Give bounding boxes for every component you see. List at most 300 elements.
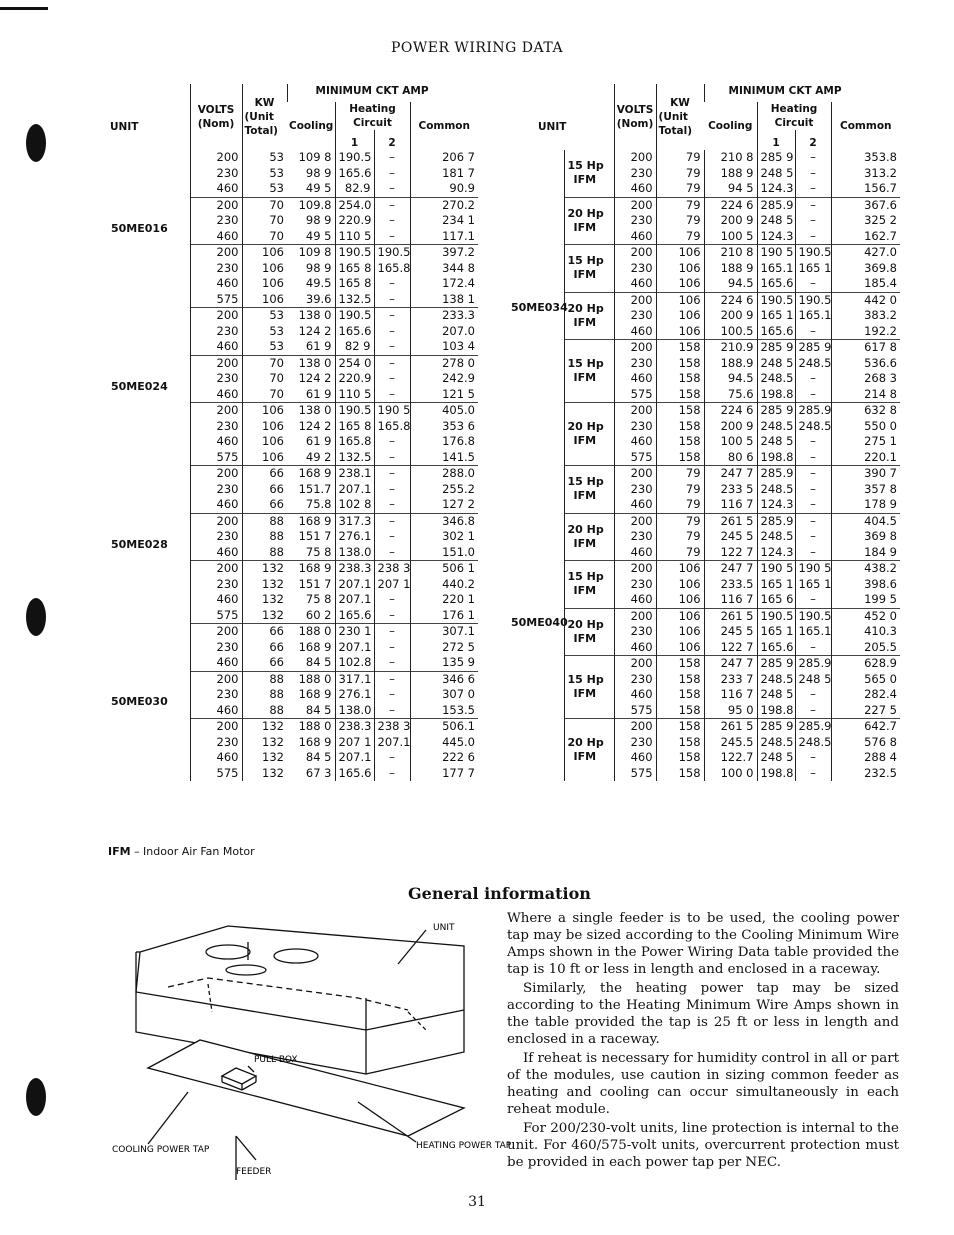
cooling-cell: 138 0 bbox=[287, 403, 335, 419]
nom-label: (Nom) bbox=[616, 118, 654, 130]
kw-cell: 132 bbox=[242, 750, 287, 766]
kw-cell: 158 bbox=[656, 766, 704, 782]
ifm-label: IFM bbox=[573, 489, 597, 503]
common-cell: 288.0 bbox=[410, 466, 478, 482]
paragraph: For 200/230-volt units, line protection is internal to the unit. For 460/575-volt units, overcurrent protection must be provided in each power tap per NEC. bbox=[507, 1121, 899, 1170]
cooling-cell: 261 5 bbox=[704, 513, 757, 529]
ifm-label: IFM bbox=[573, 315, 597, 329]
fan-motor-label bbox=[564, 150, 614, 197]
volts-cell: 460 bbox=[614, 545, 656, 561]
fan-motor-label bbox=[564, 513, 614, 561]
heat2-cell: – bbox=[374, 387, 410, 403]
punch-hole bbox=[26, 124, 46, 162]
volts-cell: 200 bbox=[614, 197, 656, 213]
heat1-cell: 207.1 bbox=[335, 482, 374, 498]
kw-sub-label: (Unit Total) bbox=[244, 111, 278, 137]
fan-motor-label bbox=[564, 197, 614, 245]
kw-cell: 158 bbox=[656, 687, 704, 703]
cooling-cell: 245 5 bbox=[704, 529, 757, 545]
feeder-label: FEEDER bbox=[236, 1167, 272, 1177]
ifm-footnote bbox=[108, 845, 255, 858]
common-cell: 642.7 bbox=[831, 719, 900, 735]
volts-cell: 230 bbox=[614, 356, 656, 372]
cooling-cell: 100 5 bbox=[704, 434, 757, 450]
volts-cell: 200 bbox=[190, 719, 242, 735]
table-row bbox=[508, 466, 900, 482]
common-cell: 220 1 bbox=[410, 592, 478, 608]
volts-cell: 200 bbox=[614, 340, 656, 356]
common-cell: 438.2 bbox=[831, 561, 900, 577]
paragraph: Similarly, the heating power tap may be sized according to the Heating Minimum Wire Amps shown in the table provided the tap is 25 ft or less in length and enclosed in a raceway. bbox=[507, 981, 899, 1047]
heat1-cell: 238.1 bbox=[335, 466, 374, 482]
heat2-cell: – bbox=[374, 497, 410, 513]
heat1-cell: 110 5 bbox=[335, 229, 374, 245]
common-cell: 536.6 bbox=[831, 356, 900, 372]
kw-cell: 106 bbox=[242, 403, 287, 419]
heat1-cell: 165 1 bbox=[757, 624, 795, 640]
fan-motor-label bbox=[564, 561, 614, 609]
cooling-cell: 224 6 bbox=[704, 197, 757, 213]
heat1-cell: 285 9 bbox=[757, 340, 795, 356]
volts-cell: 230 bbox=[190, 371, 242, 387]
kw-cell: 79 bbox=[656, 482, 704, 498]
model-label: 50ME040 bbox=[511, 616, 568, 630]
common-cell: 445.0 bbox=[410, 735, 478, 751]
common-cell: 176.8 bbox=[410, 434, 478, 450]
heat2-cell: 190.5 bbox=[795, 245, 831, 261]
volts-cell: 230 bbox=[190, 529, 242, 545]
heat2-cell: – bbox=[374, 655, 410, 671]
paragraph: If reheat is necessary for humidity control in all or part of the modules, use caution in sizing common feeder as heating and cooling can occur simultaneously in each reheat module. bbox=[507, 1051, 899, 1117]
heat2-cell: 165.8 bbox=[374, 261, 410, 277]
heat1-cell: 285.9 bbox=[757, 197, 795, 213]
table-row bbox=[108, 466, 478, 482]
common-cell: 369.8 bbox=[831, 261, 900, 277]
common-cell: 199 5 bbox=[831, 592, 900, 608]
kw-cell: 79 bbox=[656, 166, 704, 182]
cooling-cell: 261 5 bbox=[704, 608, 757, 624]
kw-cell: 106 bbox=[656, 592, 704, 608]
heat2-cell: – bbox=[795, 150, 831, 166]
heat2-cell: 248.5 bbox=[795, 419, 831, 435]
general-info-title: General information bbox=[408, 884, 591, 903]
fan-motor-label bbox=[564, 403, 614, 466]
heat2-cell: 190.5 bbox=[374, 245, 410, 261]
heat2-cell: – bbox=[374, 640, 410, 656]
power-wiring-table-left bbox=[108, 84, 478, 781]
common-cell: 398.6 bbox=[831, 577, 900, 593]
heat1-cell: 124.3 bbox=[757, 497, 795, 513]
volts-cell: 200 bbox=[190, 150, 242, 166]
kw-cell: 106 bbox=[656, 640, 704, 656]
kw-cell: 158 bbox=[656, 735, 704, 751]
kw-cell: 106 bbox=[656, 308, 704, 324]
heat1-cell: 165 1 bbox=[757, 308, 795, 324]
volts-cell: 200 bbox=[614, 466, 656, 482]
col-header-kw bbox=[656, 84, 704, 150]
volts-cell: 575 bbox=[190, 450, 242, 466]
volts-cell: 575 bbox=[614, 450, 656, 466]
table-row bbox=[508, 245, 900, 261]
col-header-heat-1: 1 bbox=[335, 130, 374, 150]
table-row bbox=[508, 340, 900, 356]
common-cell: 628.9 bbox=[831, 656, 900, 672]
table-row bbox=[508, 197, 900, 213]
heat2-cell: 165.1 bbox=[795, 308, 831, 324]
kw-cell: 106 bbox=[242, 292, 287, 308]
heat2-cell: – bbox=[795, 482, 831, 498]
kw-cell: 66 bbox=[242, 497, 287, 513]
cooling-cell: 100 5 bbox=[704, 229, 757, 245]
kw-cell: 106 bbox=[656, 561, 704, 577]
volts-cell: 230 bbox=[614, 308, 656, 324]
heat2-cell: 285.9 bbox=[795, 719, 831, 735]
heat1-cell: 165.6 bbox=[757, 324, 795, 340]
volts-cell: 460 bbox=[190, 181, 242, 197]
heat1-cell: 190.5 bbox=[757, 292, 795, 308]
cooling-cell: 245.5 bbox=[704, 735, 757, 751]
col-header-heat-1: 1 bbox=[757, 130, 795, 150]
common-cell: 232.5 bbox=[831, 766, 900, 782]
model-label: 50ME016 bbox=[111, 221, 168, 235]
cooling-cell: 75.8 bbox=[305, 497, 332, 511]
volts-cell: 460 bbox=[190, 229, 242, 245]
kw-cell: 158 bbox=[656, 340, 704, 356]
cooling-cell: 124 2 bbox=[298, 323, 332, 338]
kw-cell: 70 bbox=[242, 387, 287, 403]
volts-cell: 230 bbox=[614, 577, 656, 593]
cooling-cell: 109.8 bbox=[287, 197, 335, 213]
heat2-cell: 238 3 bbox=[374, 561, 410, 577]
kw-cell: 79 bbox=[656, 150, 704, 166]
heat2-cell: 248 5 bbox=[795, 672, 831, 688]
heat2-cell: – bbox=[374, 292, 410, 308]
common-cell: 282.4 bbox=[831, 687, 900, 703]
cooling-cell: 151 7 bbox=[298, 529, 332, 543]
heat1-cell: 165.1 bbox=[757, 261, 795, 277]
heat2-cell: – bbox=[795, 766, 831, 782]
heat2-cell: 165 1 bbox=[795, 577, 831, 593]
kw-cell: 106 bbox=[656, 324, 704, 340]
heat1-cell: 138.0 bbox=[335, 545, 374, 561]
kw-cell: 79 bbox=[656, 229, 704, 245]
common-cell: 220.1 bbox=[831, 450, 900, 466]
fan-motor-label bbox=[564, 340, 614, 403]
cooling-cell: 94 5 bbox=[704, 181, 757, 197]
volts-cell: 230 bbox=[190, 324, 242, 340]
table-row bbox=[508, 513, 900, 529]
hp-label: 20 Hp bbox=[567, 420, 604, 433]
volts-cell: 200 bbox=[614, 561, 656, 577]
volts-cell: 460 bbox=[614, 687, 656, 703]
heat2-cell: – bbox=[374, 324, 410, 340]
model-label: 50ME030 bbox=[111, 695, 168, 709]
kw-cell: 132 bbox=[242, 577, 287, 593]
cooling-cell: 100.5 bbox=[704, 324, 757, 340]
volts-cell: 460 bbox=[614, 497, 656, 513]
fan-motor-label bbox=[564, 466, 614, 514]
kw-cell: 79 bbox=[656, 529, 704, 545]
punch-hole bbox=[26, 1078, 46, 1116]
heat1-cell: 254 0 bbox=[335, 355, 374, 371]
common-cell: 632 8 bbox=[831, 403, 900, 419]
model-label: 50ME028 bbox=[111, 537, 168, 551]
cooling-cell: 98 9 bbox=[305, 260, 332, 275]
common-cell: 313.2 bbox=[831, 166, 900, 182]
common-cell: 307.1 bbox=[410, 624, 478, 640]
ifm-label: IFM bbox=[573, 220, 597, 234]
table-row bbox=[508, 561, 900, 577]
cooling-cell: 39.6 bbox=[305, 291, 332, 306]
kw-cell: 79 bbox=[656, 545, 704, 561]
heat2-cell: – bbox=[374, 371, 410, 387]
heat1-cell: 198.8 bbox=[757, 387, 795, 403]
cooling-cell: 122.7 bbox=[704, 750, 757, 766]
heat1-cell: 207.1 bbox=[335, 592, 374, 608]
heat1-cell: 248.5 bbox=[757, 735, 795, 751]
ifm-label: IFM bbox=[573, 536, 597, 550]
col-header-unit: UNIT bbox=[538, 121, 567, 133]
heat1-cell: 165 1 bbox=[757, 577, 795, 593]
volts-cell: 230 bbox=[614, 735, 656, 751]
heat1-cell: 165 8 bbox=[335, 419, 374, 435]
common-cell: 617 8 bbox=[831, 340, 900, 356]
heat2-cell: – bbox=[795, 592, 831, 608]
heat2-cell: – bbox=[374, 339, 410, 355]
heat1-cell: 102.8 bbox=[335, 655, 374, 671]
kw-cell: 66 bbox=[242, 640, 287, 656]
unit-label: UNIT bbox=[433, 923, 455, 933]
heat1-cell: 190.5 bbox=[335, 308, 374, 324]
paragraph: Where a single feeder is to be used, the cooling power tap may be sized according to the Cooling Minimum Wire Amps shown in the Power Wiring Data table provided the tap is 10 ft or less in length and enclosed in a raceway. bbox=[507, 911, 899, 977]
heat1-cell: 190.5 bbox=[335, 150, 374, 166]
heat1-cell: 248 5 bbox=[757, 356, 795, 372]
ifm-label: IFM bbox=[573, 631, 597, 645]
heat2-cell: 190 5 bbox=[374, 403, 410, 419]
heat2-cell: – bbox=[374, 624, 410, 640]
page-number: 31 bbox=[468, 1194, 486, 1210]
wiring-diagram bbox=[108, 912, 512, 1187]
ifm-label: IFM bbox=[573, 687, 597, 700]
cooling-cell: 168 9 bbox=[287, 466, 335, 482]
kw-cell: 106 bbox=[656, 624, 704, 640]
cooling-cell: 94.5 bbox=[704, 371, 757, 387]
cooling-cell: 75 8 bbox=[305, 544, 332, 559]
cooling-cell: 116 7 bbox=[704, 687, 757, 703]
common-cell: 192.2 bbox=[831, 324, 900, 340]
common-cell: 242.9 bbox=[410, 371, 478, 387]
heat2-cell: – bbox=[374, 766, 410, 782]
heat1-cell: 198.8 bbox=[757, 766, 795, 782]
ifm-label: IFM bbox=[573, 750, 597, 763]
common-cell: 397.2 bbox=[410, 245, 478, 261]
volts-cell: 200 bbox=[190, 355, 242, 371]
common-cell: 135 9 bbox=[410, 655, 478, 671]
common-cell: 346 6 bbox=[410, 671, 478, 687]
common-cell: 344 8 bbox=[410, 261, 478, 277]
heat1-cell: 285 9 bbox=[757, 656, 795, 672]
heat2-cell: – bbox=[374, 450, 410, 466]
heat1-cell: 317.3 bbox=[335, 513, 374, 529]
volts-cell: 460 bbox=[190, 339, 242, 355]
heat1-cell: 132.5 bbox=[335, 292, 374, 308]
heat2-cell: – bbox=[374, 166, 410, 182]
kw-cell: 66 bbox=[242, 482, 287, 498]
kw-cell: 158 bbox=[656, 371, 704, 387]
heat2-cell: – bbox=[795, 387, 831, 403]
common-cell: 138 1 bbox=[410, 292, 478, 308]
volts-cell: 230 bbox=[614, 261, 656, 277]
cooling-cell: 124 2 bbox=[298, 371, 332, 385]
heat2-cell: – bbox=[374, 513, 410, 529]
common-cell: 442 0 bbox=[831, 292, 900, 308]
cooling-cell: 200 9 bbox=[704, 419, 757, 435]
cooling-cell: 49 5 bbox=[305, 228, 332, 243]
volts-cell: 230 bbox=[190, 482, 242, 498]
volts-cell: 200 bbox=[614, 403, 656, 419]
volts-cell: 230 bbox=[614, 482, 656, 498]
kw-cell: 158 bbox=[656, 719, 704, 735]
kw-cell: 106 bbox=[656, 292, 704, 308]
general-info-text bbox=[507, 910, 899, 1173]
heat1-cell: 165 6 bbox=[757, 592, 795, 608]
kw-cell: 106 bbox=[656, 245, 704, 261]
hp-label: 20 Hp bbox=[567, 617, 604, 631]
cooling-cell: 61 9 bbox=[305, 434, 332, 448]
ifm-label: IFM bbox=[573, 584, 597, 598]
heat2-cell: – bbox=[374, 750, 410, 766]
common-cell: 162.7 bbox=[831, 229, 900, 245]
common-cell: 346.8 bbox=[410, 513, 478, 529]
kw-cell: 158 bbox=[656, 419, 704, 435]
footnote-text: – Indoor Air Fan Motor bbox=[134, 845, 255, 858]
table-row bbox=[108, 624, 478, 640]
heat2-cell: – bbox=[795, 324, 831, 340]
common-cell: 307 0 bbox=[410, 687, 478, 703]
kw-cell: 66 bbox=[242, 624, 287, 640]
col-header-min-ckt: MINIMUM CKT AMP bbox=[704, 84, 900, 102]
heat1-cell: 254.0 bbox=[335, 197, 374, 213]
heat2-cell: – bbox=[374, 150, 410, 166]
heat1-cell: 190 5 bbox=[757, 561, 795, 577]
heat1-cell: 124.3 bbox=[757, 181, 795, 197]
heat2-cell: – bbox=[374, 434, 410, 450]
volts-cell: 230 bbox=[614, 213, 656, 229]
col-header-kw bbox=[242, 84, 287, 150]
common-cell: 404.5 bbox=[831, 513, 900, 529]
heat1-cell: 165.6 bbox=[335, 766, 374, 782]
common-cell: 506.1 bbox=[410, 719, 478, 735]
cooling-cell: 233 5 bbox=[704, 482, 757, 498]
kw-cell: 79 bbox=[656, 513, 704, 529]
common-cell: 410.3 bbox=[831, 624, 900, 640]
common-cell: 255.2 bbox=[410, 482, 478, 498]
heat1-cell: 248 5 bbox=[757, 750, 795, 766]
heat2-cell: – bbox=[795, 497, 831, 513]
kw-cell: 132 bbox=[242, 592, 287, 608]
volts-cell: 460 bbox=[190, 497, 242, 513]
heat1-cell: 248.5 bbox=[757, 672, 795, 688]
cooling-cell: 116 7 bbox=[704, 497, 757, 513]
volts-cell: 200 bbox=[614, 719, 656, 735]
kw-cell: 88 bbox=[242, 529, 287, 545]
cooling-cell: 188.9 bbox=[704, 356, 757, 372]
kw-cell: 132 bbox=[242, 608, 287, 624]
common-cell: 227 5 bbox=[831, 703, 900, 719]
kw-cell: 66 bbox=[242, 655, 287, 671]
cooling-cell: 98 9 bbox=[305, 165, 332, 180]
kw-cell: 53 bbox=[242, 308, 287, 324]
kw-cell: 53 bbox=[242, 339, 287, 355]
heat1-cell: 276.1 bbox=[335, 687, 374, 703]
common-cell: 184 9 bbox=[831, 545, 900, 561]
heat2-cell: – bbox=[374, 181, 410, 197]
table-row bbox=[508, 719, 900, 735]
kw-cell: 158 bbox=[656, 656, 704, 672]
volts-cell: 200 bbox=[190, 624, 242, 640]
cooling-cell: 60 2 bbox=[305, 607, 332, 622]
heat1-cell: 165.8 bbox=[335, 434, 374, 450]
common-cell: 452 0 bbox=[831, 608, 900, 624]
heat2-cell: – bbox=[795, 371, 831, 387]
volts-cell: 460 bbox=[614, 434, 656, 450]
heat1-cell: 198.8 bbox=[757, 450, 795, 466]
volts-cell: 460 bbox=[614, 640, 656, 656]
nom-label: (Nom) bbox=[197, 118, 235, 130]
volts-cell: 230 bbox=[190, 577, 242, 593]
col-header-heat-2: 2 bbox=[374, 130, 410, 150]
cooling-cell: 168 9 bbox=[287, 561, 335, 577]
common-cell: 440.2 bbox=[410, 577, 478, 593]
kw-cell: 158 bbox=[656, 434, 704, 450]
heat2-cell: – bbox=[374, 703, 410, 719]
volts-label: VOLTS bbox=[197, 104, 235, 116]
kw-label: KW bbox=[254, 97, 275, 109]
heat1-cell: 238.3 bbox=[335, 719, 374, 735]
heat1-cell: 102 8 bbox=[335, 497, 374, 513]
kw-cell: 158 bbox=[656, 403, 704, 419]
common-cell: 302 1 bbox=[410, 529, 478, 545]
cooling-cell: 247 7 bbox=[704, 561, 757, 577]
heat1-cell: 285 9 bbox=[757, 719, 795, 735]
common-cell: 576 8 bbox=[831, 735, 900, 751]
heat1-cell: 165 8 bbox=[335, 276, 374, 292]
volts-cell: 460 bbox=[614, 371, 656, 387]
heat1-cell: 248 5 bbox=[757, 213, 795, 229]
common-cell: 357 8 bbox=[831, 482, 900, 498]
volts-cell: 460 bbox=[190, 703, 242, 719]
heat2-cell: 190.5 bbox=[795, 292, 831, 308]
heat1-cell: 285.9 bbox=[757, 466, 795, 482]
table-row bbox=[108, 308, 478, 324]
fan-motor-label bbox=[564, 719, 614, 782]
heat2-cell: – bbox=[374, 466, 410, 482]
table-row bbox=[508, 656, 900, 672]
common-cell: 275 1 bbox=[831, 434, 900, 450]
heat1-cell: 138.0 bbox=[335, 703, 374, 719]
common-cell: 234 1 bbox=[410, 213, 478, 229]
kw-cell: 70 bbox=[242, 229, 287, 245]
fan-motor-label bbox=[564, 608, 614, 656]
kw-cell: 158 bbox=[656, 450, 704, 466]
kw-cell: 158 bbox=[656, 356, 704, 372]
volts-cell: 575 bbox=[190, 608, 242, 624]
heat2-cell: – bbox=[374, 355, 410, 371]
cooling-cell: 61 9 bbox=[305, 339, 332, 353]
common-cell: 353 6 bbox=[410, 419, 478, 435]
volts-cell: 200 bbox=[614, 513, 656, 529]
kw-cell: 106 bbox=[242, 434, 287, 450]
